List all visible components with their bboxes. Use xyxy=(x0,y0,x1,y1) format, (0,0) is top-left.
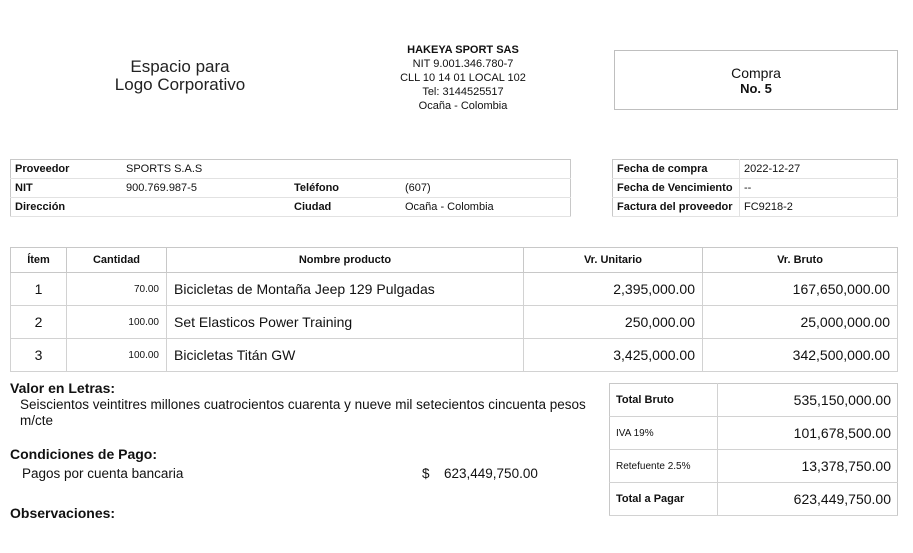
telefono-value: (607) xyxy=(401,179,571,198)
items-table xyxy=(10,247,898,372)
direccion-label: Dirección xyxy=(11,198,123,217)
item-unit-price: 3,425,000.00 xyxy=(524,339,703,372)
condiciones-pago-text: Pagos por cuenta bancaria xyxy=(22,466,184,481)
company-city: Ocaña - Colombia xyxy=(418,100,508,112)
logo-placeholder xyxy=(95,58,265,94)
item-gross: 342,500,000.00 xyxy=(703,339,898,372)
item-quantity: 70.00 xyxy=(67,273,167,306)
table-row xyxy=(11,273,898,306)
col-header-item: Ítem xyxy=(11,248,67,273)
col-header-unitario: Vr. Unitario xyxy=(524,248,703,273)
factura-value: FC9218-2 xyxy=(740,198,898,217)
col-header-nombre: Nombre producto xyxy=(167,248,524,273)
item-name: Bicicletas Titán GW xyxy=(167,339,524,372)
document-number: No. 5 xyxy=(740,81,772,96)
item-quantity: 100.00 xyxy=(67,339,167,372)
item-number: 1 xyxy=(11,273,67,306)
nit-value: 900.769.987-5 xyxy=(122,179,290,198)
iva-label: IVA 19% xyxy=(610,417,718,450)
proveedor-value: SPORTS S.A.S xyxy=(122,160,571,179)
observaciones-title: Observaciones: xyxy=(10,505,116,521)
fecha-compra-label: Fecha de compra xyxy=(613,160,740,179)
logo-line-2: Logo Corporativo xyxy=(114,75,246,94)
direccion-value xyxy=(122,198,290,217)
vencimiento-value: -- xyxy=(740,179,898,198)
company-phone: Tel: 3144525517 xyxy=(422,86,504,98)
valor-letras-text: Seiscientos veintitres millones cuatrocientos cuarenta y nueve mil setecientos cincuenta pesos m/cte xyxy=(20,397,586,428)
item-number: 2 xyxy=(11,306,67,339)
valor-letras-title: Valor en Letras: xyxy=(10,380,116,396)
company-name: HAKEYA SPORT SAS xyxy=(407,44,519,56)
condiciones-pago-currency: $ xyxy=(422,466,430,481)
nit-label: NIT xyxy=(11,179,123,198)
dates-table xyxy=(612,159,898,217)
document-type-box xyxy=(614,50,898,110)
total-pagar-label: Total a Pagar xyxy=(610,483,718,516)
table-row xyxy=(11,306,898,339)
item-name: Set Elasticos Power Training xyxy=(167,306,524,339)
company-nit: NIT 9.001.346.780-7 xyxy=(412,58,514,70)
company-address: CLL 10 14 01 LOCAL 102 xyxy=(400,72,526,84)
ciudad-value: Ocaña - Colombia xyxy=(401,198,571,217)
condiciones-pago-amount: 623,449,750.00 xyxy=(444,466,538,481)
logo-line-1: Espacio para xyxy=(130,57,230,76)
retefuente-label: Retefuente 2.5% xyxy=(610,450,718,483)
total-pagar-value: 623,449,750.00 xyxy=(718,483,898,516)
proveedor-label: Proveedor xyxy=(11,160,123,179)
condiciones-pago-title: Condiciones de Pago: xyxy=(10,446,158,462)
item-quantity: 100.00 xyxy=(67,306,167,339)
document-type: Compra xyxy=(731,65,781,81)
ciudad-label: Ciudad xyxy=(290,198,401,217)
provider-table xyxy=(10,159,571,217)
iva-value: 101,678,500.00 xyxy=(718,417,898,450)
vencimiento-label: Fecha de Vencimiento xyxy=(613,179,740,198)
items-header-row xyxy=(11,248,898,273)
col-header-bruto: Vr. Bruto xyxy=(703,248,898,273)
table-row xyxy=(11,339,898,372)
company-info xyxy=(378,43,548,113)
fecha-compra-value: 2022-12-27 xyxy=(740,160,898,179)
item-unit-price: 250,000.00 xyxy=(524,306,703,339)
item-gross: 167,650,000.00 xyxy=(703,273,898,306)
total-bruto-value: 535,150,000.00 xyxy=(718,384,898,417)
col-header-cantidad: Cantidad xyxy=(67,248,167,273)
item-number: 3 xyxy=(11,339,67,372)
total-bruto-label: Total Bruto xyxy=(610,384,718,417)
telefono-label: Teléfono xyxy=(290,179,401,198)
retefuente-value: 13,378,750.00 xyxy=(718,450,898,483)
item-name: Bicicletas de Montaña Jeep 129 Pulgadas xyxy=(167,273,524,306)
totals-table xyxy=(609,383,898,516)
factura-label: Factura del proveedor xyxy=(613,198,740,217)
item-unit-price: 2,395,000.00 xyxy=(524,273,703,306)
item-gross: 25,000,000.00 xyxy=(703,306,898,339)
